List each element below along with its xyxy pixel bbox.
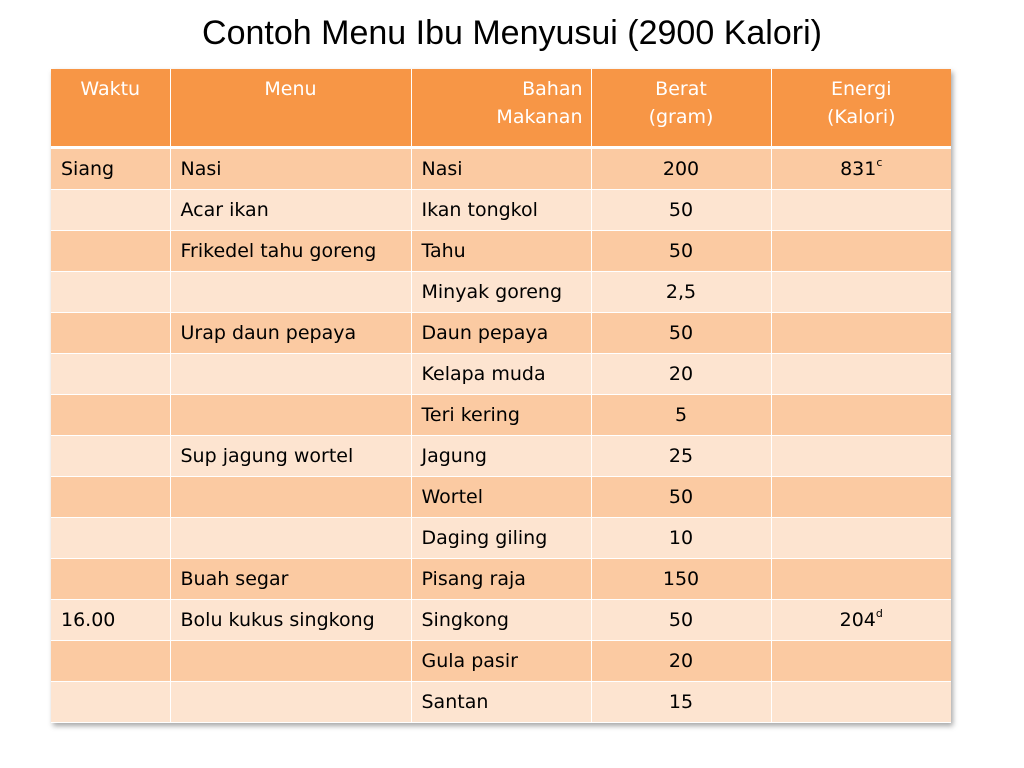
cell-menu	[170, 600, 411, 641]
column-header-bahan-makanan	[411, 69, 591, 148]
column-header-bahan-line2: Makanan	[496, 106, 583, 128]
cell-berat-text: 150	[662, 568, 700, 590]
cell-menu	[170, 682, 411, 723]
cell-berat-text: 15	[668, 691, 694, 713]
column-header-energi	[771, 69, 951, 148]
cell-berat-text: 20	[668, 650, 694, 672]
cell-energi-text: 831	[840, 158, 877, 180]
cell-bahan-makanan-text: Teri kering	[421, 404, 520, 426]
cell-energi	[771, 600, 951, 641]
cell-menu-text: Frikedel tahu goreng	[180, 240, 377, 262]
cell-berat-text: 25	[668, 445, 694, 467]
cell-bahan-makanan-text: Tahu	[421, 240, 466, 262]
cell-berat-text: 50	[668, 609, 694, 631]
cell-berat	[591, 477, 771, 518]
cell-berat-text: 200	[662, 158, 700, 180]
cell-bahan-makanan	[411, 559, 591, 600]
cell-berat-text: 50	[668, 240, 694, 262]
table-body	[51, 148, 951, 723]
cell-berat	[591, 559, 771, 600]
cell-energi-text: 204	[839, 609, 876, 631]
cell-waktu	[51, 559, 170, 600]
cell-berat	[591, 272, 771, 313]
cell-menu-text: Sup jagung wortel	[180, 445, 354, 467]
cell-menu	[170, 395, 411, 436]
cell-berat	[591, 518, 771, 559]
cell-bahan-makanan-text: Jagung	[421, 445, 487, 467]
cell-bahan-makanan	[411, 436, 591, 477]
cell-berat-text: 50	[668, 486, 694, 508]
cell-waktu	[51, 477, 170, 518]
table-row	[51, 190, 951, 231]
cell-waktu	[51, 682, 170, 723]
column-header-berat	[591, 69, 771, 148]
table-row	[51, 600, 951, 641]
cell-bahan-makanan-text: Pisang raja	[421, 568, 526, 590]
cell-waktu	[51, 313, 170, 354]
cell-energi	[771, 395, 951, 436]
cell-waktu	[51, 395, 170, 436]
table-row	[51, 272, 951, 313]
table-row	[51, 395, 951, 436]
cell-bahan-makanan	[411, 518, 591, 559]
cell-waktu	[51, 641, 170, 682]
cell-waktu	[51, 190, 170, 231]
cell-energi	[771, 313, 951, 354]
cell-bahan-makanan	[411, 682, 591, 723]
cell-bahan-makanan	[411, 272, 591, 313]
table-row	[51, 682, 951, 723]
cell-menu	[170, 148, 411, 190]
page-title: Contoh Menu Ibu Menyusui (2900 Kalori)	[202, 14, 822, 52]
cell-bahan-makanan	[411, 600, 591, 641]
cell-menu	[170, 559, 411, 600]
table-row	[51, 354, 951, 395]
cell-bahan-makanan-text: Kelapa muda	[421, 363, 546, 385]
cell-menu	[170, 641, 411, 682]
cell-energi	[771, 641, 951, 682]
cell-berat	[591, 148, 771, 190]
cell-menu	[170, 477, 411, 518]
footnote-marker: d	[875, 606, 883, 620]
menu-table-container	[51, 69, 951, 723]
cell-berat-text: 5	[674, 404, 688, 426]
cell-waktu	[51, 600, 170, 641]
cell-energi	[771, 272, 951, 313]
table-row	[51, 518, 951, 559]
cell-bahan-makanan-text: Daun pepaya	[421, 322, 549, 344]
cell-menu	[170, 272, 411, 313]
cell-menu	[170, 231, 411, 272]
cell-bahan-makanan-text: Santan	[421, 691, 489, 713]
cell-bahan-makanan-text: Wortel	[421, 486, 484, 508]
cell-berat	[591, 354, 771, 395]
cell-bahan-makanan-text: Singkong	[421, 609, 509, 631]
column-header-berat-line2: (gram)	[648, 106, 714, 128]
cell-waktu-text: 16.00	[61, 609, 116, 631]
cell-bahan-makanan	[411, 231, 591, 272]
cell-energi	[771, 148, 951, 190]
column-header-berat-line1: Berat	[655, 78, 707, 100]
menu-table	[51, 69, 951, 723]
cell-bahan-makanan-text: Nasi	[421, 158, 463, 180]
cell-berat-text: 50	[668, 322, 694, 344]
cell-berat	[591, 313, 771, 354]
cell-waktu	[51, 436, 170, 477]
cell-berat	[591, 436, 771, 477]
table-header-row	[51, 69, 951, 148]
cell-berat-text: 20	[668, 363, 694, 385]
cell-bahan-makanan-text: Daging giling	[421, 527, 548, 549]
cell-menu-text: Nasi	[180, 158, 222, 180]
cell-berat	[591, 190, 771, 231]
table-row	[51, 559, 951, 600]
column-header-bahan-line1: Bahan	[522, 78, 583, 100]
cell-menu	[170, 436, 411, 477]
cell-energi	[771, 354, 951, 395]
cell-menu-text: Urap daun pepaya	[180, 322, 357, 344]
footnote-marker: c	[876, 155, 883, 169]
column-header-waktu-label: Waktu	[80, 78, 141, 100]
cell-energi	[771, 559, 951, 600]
cell-menu	[170, 518, 411, 559]
table-row	[51, 148, 951, 190]
cell-waktu	[51, 148, 170, 190]
table-row	[51, 231, 951, 272]
cell-bahan-makanan	[411, 354, 591, 395]
cell-waktu	[51, 518, 170, 559]
cell-waktu	[51, 354, 170, 395]
table-row	[51, 313, 951, 354]
cell-waktu	[51, 231, 170, 272]
cell-bahan-makanan-text: Minyak goreng	[421, 281, 563, 303]
table-row	[51, 436, 951, 477]
table-row	[51, 477, 951, 518]
cell-berat	[591, 641, 771, 682]
cell-waktu-text: Siang	[61, 158, 115, 180]
column-header-energi-line2: (Kalori)	[826, 106, 896, 128]
cell-bahan-makanan	[411, 641, 591, 682]
cell-menu	[170, 354, 411, 395]
column-header-menu	[170, 69, 411, 148]
cell-menu-text: Buah segar	[180, 568, 289, 590]
cell-berat-text: 50	[668, 199, 694, 221]
column-header-waktu	[51, 69, 170, 148]
cell-bahan-makanan	[411, 148, 591, 190]
cell-bahan-makanan-text: Ikan tongkol	[421, 199, 538, 221]
cell-bahan-makanan	[411, 477, 591, 518]
cell-bahan-makanan	[411, 190, 591, 231]
column-header-energi-line1: Energi	[830, 78, 892, 100]
cell-menu-text: Acar ikan	[180, 199, 269, 221]
cell-berat	[591, 395, 771, 436]
column-header-menu-label: Menu	[264, 78, 317, 100]
cell-menu	[170, 313, 411, 354]
cell-berat	[591, 600, 771, 641]
cell-bahan-makanan	[411, 313, 591, 354]
cell-energi	[771, 682, 951, 723]
cell-menu	[170, 190, 411, 231]
cell-berat	[591, 682, 771, 723]
cell-menu-text: Bolu kukus singkong	[180, 609, 375, 631]
table-row	[51, 641, 951, 682]
cell-bahan-makanan-text: Gula pasir	[421, 650, 518, 672]
cell-energi	[771, 436, 951, 477]
cell-energi	[771, 477, 951, 518]
cell-waktu	[51, 272, 170, 313]
cell-berat-text: 2,5	[665, 281, 697, 303]
cell-berat-text: 10	[668, 527, 694, 549]
cell-energi	[771, 231, 951, 272]
cell-energi	[771, 518, 951, 559]
cell-energi	[771, 190, 951, 231]
cell-bahan-makanan	[411, 395, 591, 436]
cell-berat	[591, 231, 771, 272]
